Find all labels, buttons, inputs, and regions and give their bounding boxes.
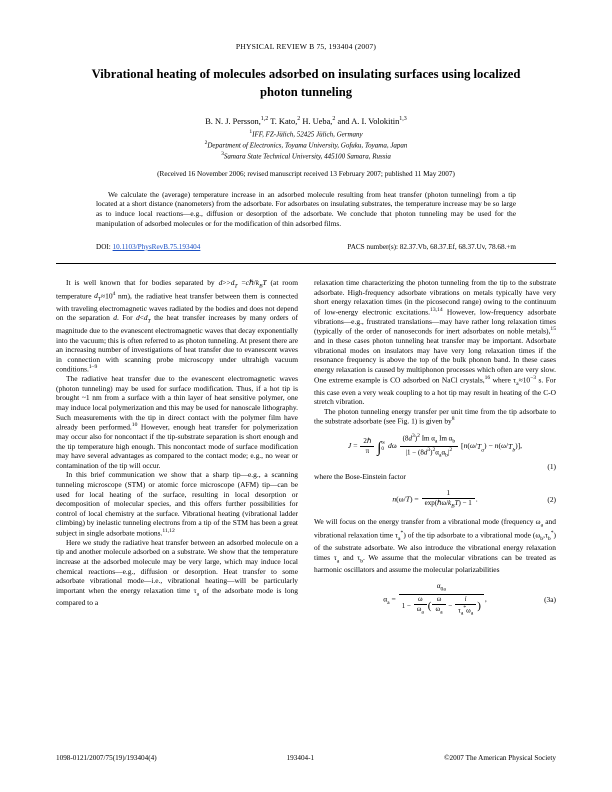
journal-header: PHYSICAL REVIEW B 75, 193404 (2007) — [235, 42, 377, 51]
affiliation-1: $^1$IFF, FZ-Jülich, 52425 Jülich, Germany — [249, 129, 363, 139]
doi-pacs-line — [96, 243, 516, 251]
footer-issn: 1098-0121/2007/75(19)/193404(4) — [56, 754, 157, 762]
equation-2: n(ω/T) = $\frac{1}{\exp(\hbar\omega/k_BT) - 1}$ . (2) — [392, 488, 556, 510]
column-right — [314, 278, 556, 625]
affiliation-3: $^3$Samara State Technical University, 445100 Samara, Russia — [221, 150, 391, 161]
paragraph: The radiative heat transfer due to the evanescent electromagnetic waves (photon tunneling) may be used for surface modification. Thus, if a hot tip is brought ~1 nm from a surface with a thin layer of heat sensitive polymer, one may induce local polymerization and this may be used for nanoscale lithography. Such measurements with the tip in direct contact with the polymer film have already been performed.$^{10}$ However, enough heat transfer for polymerization may occur also for noncontact if the tip-substrate separation is short enough and the tip temperature high enough. This noncontact mode of surface modification may have several advantages as compared to the contact mode; e.g., no wear or contamination of the tip will occur. — [56, 374, 298, 470]
pacs-numbers: PACS number(s): 82.37.Vb, 68.37.Ef, 68.37.Uv, 78.68.+m — [347, 242, 516, 251]
header-divider — [56, 263, 556, 264]
affiliation-2: $^2$Department of Electronics, Toyama University, Gofuku, Toyama, Japan — [204, 140, 408, 150]
column-left — [56, 278, 298, 608]
paragraph: The photon tunneling energy transfer per unit time from the tip adsorbate to the substrate adsorbate (see Fig. 1) is given $by^8$ — [314, 406, 556, 426]
paragraph: where the Bose-Einstein factor — [314, 472, 406, 482]
paragraph: Here we study the radiative heat transfer between an adsorbed molecule on a tip and another molecule adsorbed on a substrate. We show that the temperature increase at the adsorbed molecule may be very large, which may induce local chemical reactions—e.g., diffusion or desorption. Heat transfer to some adsorbate vibrational mode—i.e., vibrational heating—will be particularly important when the energy relaxation time $\tau_a$ of the adsorbate mode is long compared to a — [56, 537, 298, 608]
paragraph: In this brief communication we show that a sharp tip—e.g., a scanning tunneling microscope (STM) or atomic force microscope (AFM) tip—can be used for local heating of the surface, resulting in local desorption or decomposition of molecular species, and this offers further possibilities for control of local chemistry at the surface. Vibrational heating (vibrational ladder climbing) by inelastic tunneling electrons from a tip of the STM has been a great subject in single adsorbate motions.$^{11,12}$ — [56, 470, 298, 538]
author-list: B. N. J. Persson,$^{1,2}$ T. Kato,$^2$ H. Ueba,$^2$ and A. I. Volokitin$^{1,3}$ — [205, 115, 407, 126]
equation-1: J = $\frac{\text{2ℏ}}{\pi}$ ∫∞ 0 dω $\frac{(8d^3)^2 Im \alpha_a Im \alpha_b}{|1 - (8d^3)^2\alpha_a\alpha_b|^2}$ $[n(\omega/T_a) - n(\omega/T_b)]$, (1) — [347, 433, 556, 471]
footer-copyright: ©2007 The American Physical Society — [444, 754, 556, 762]
doi-link[interactable]: 10.1103/PhysRevB.75.193404 — [112, 242, 201, 251]
footer-page-number: 193404-1 — [286, 754, 315, 762]
equation-3a-number: (3a) — [544, 594, 556, 604]
affiliations — [56, 129, 556, 161]
paragraph: It is well known that for bodies separated by $d>>d_T$ $=c\hbar/k_BT$ (at room temperature $d_T\approx 10^4$ nm), the radiative heat transfer between them is connected with traveling electromagnetic waves radiated by the bodies and does not depend on the separation d. For $d<d_T$ the heat transfer increases by many orders of magnitude due to the evanescent electromagnetic waves that decay exponentially into the vacuum; this is often referred to as photon tunneling. At present there are an increasing number of investigations of heat transfer due to evanescent waves in connection with scanning probe microscopy under ultrahigh vacuum conditions.$^{1-9}$ — [56, 277, 299, 374]
equation-1-number: (1) — [547, 461, 556, 471]
page-footer — [56, 754, 556, 762]
paragraph: relaxation time characterizing the photon tunneling from the tip to the substrate adsorbate. High-frequency adsorbate vibrations on metals typically have very short energy relaxation times (in the picosecond range) owing to the continuum of low-energy electronic excitations.$^{13,14}$ However, low-frequency adsorbate vibrations—e.g., frustrated translations—may have rather long relaxation times (typically of the order of nanoseconds for inert adsorbates on noble metals),$^{15}$ and in these cases photon tunneling heat transfer may be important. Adsorbate vibrational modes on insulators may have very long relaxation times if the resonance frequency is above the top of the bulk phonon band. In these cases energy relaxation is caused by multiphonon processes which often are very slow. One extreme example is CO adsorbed on NaCl crystals,$^{16}$ where $\tau_a\approx 10^{-3}$ s. For this case even a very weak coupling to a hot tip may result in heating of the C-O stretch vibration. — [314, 277, 557, 407]
received-date: (Received 16 November 2006; revised manuscript received 13 February 2007; published 11 May 2007) — [157, 169, 455, 178]
paragraph: We will focus on the energy transfer from a vibrational mode (frequency $\omega_a$ and vibrational relaxation time $\tau_a^*$) of the tip adsorbate to a vibrational mode $(\omega_b,\tau_b^*)$ of the substrate adsorbate. We also introduce the vibrational energy relaxation times $\tau_a$ and $\tau_b$. We assume that the molecular vibrations can be treated as harmonic oscillators and assume the molecular polarizabilities — [314, 517, 556, 575]
body-columns — [56, 278, 556, 625]
doi-block — [96, 243, 200, 251]
doi-label: DOI: — [96, 242, 111, 251]
equation-2-number: (2) — [547, 494, 556, 504]
equation-3a: $\alpha_a$ = $\alpha_{0a}$ 1 − $\frac{\omega}{\omega_a}$ ( $\frac{\omega}{\omega_a}$ − $\frac{i}{\tau_a^*\omega_a}$ ) , (3a) — [383, 582, 556, 617]
page-title: Vibrational heating of molecules adsorbed on insulating surfaces using localized photon tunneling — [91, 67, 521, 100]
abstract: We calculate the (average) temperature increase in an adsorbed molecule resulting from heat transfer (photon tunneling) from a tip located at a short distance (nanometers) from the adsorbate. For adsorbates on insulating substrates, the temperature increase may be so large as to induce local reactions—e.g., diffusion or desorption of the adsorbate. We conclude that photon tunneling may be used for the manipulation of adsorbed molecules or for the modification of thin adsorbed films. — [96, 189, 516, 229]
